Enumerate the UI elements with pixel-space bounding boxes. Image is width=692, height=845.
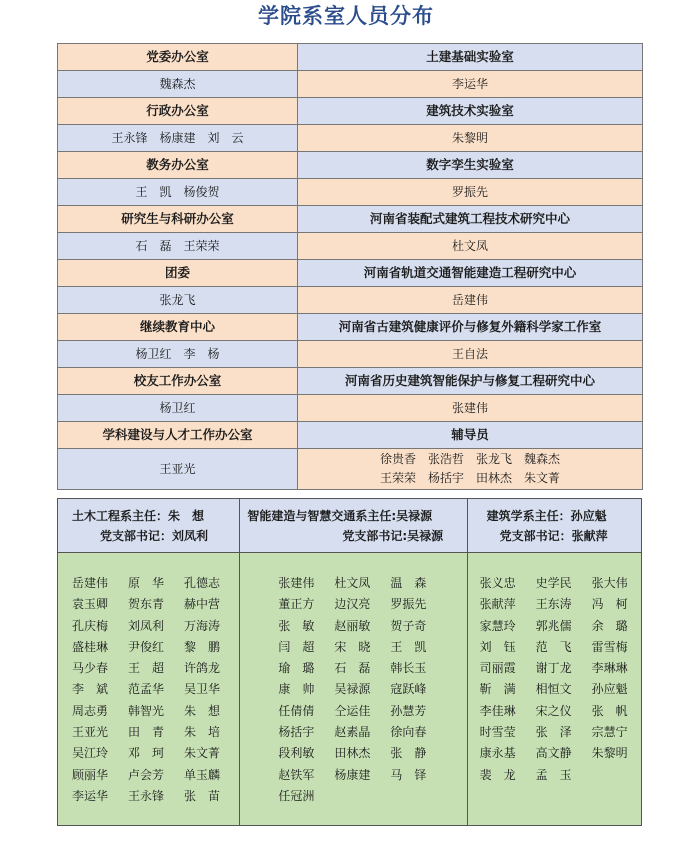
office-people: 张龙飞 xyxy=(58,287,298,314)
staff-row xyxy=(480,722,641,743)
staff-name: 万海涛 xyxy=(184,618,221,633)
office-people: 杨卫红 xyxy=(58,395,298,422)
staff-name: 刘 钰 xyxy=(479,639,516,654)
staff-name: 高文静 xyxy=(535,746,572,761)
staff-name: 石 磊 xyxy=(334,661,371,676)
staff-name: 田 青 xyxy=(128,725,165,740)
staff-name: 李 斌 xyxy=(72,682,109,697)
staff-name: 朱 想 xyxy=(184,703,221,718)
office-name: 继续教育中心 xyxy=(58,314,298,341)
lab-people: 杜文凤 xyxy=(298,233,643,260)
staff-name: 史学民 xyxy=(535,576,572,590)
lab-name: 数字孪生实验室 xyxy=(298,152,643,179)
staff-name: 范孟华 xyxy=(128,682,165,697)
office-name: 党委办公室 xyxy=(58,44,298,71)
staff-name: 周志勇 xyxy=(72,703,109,718)
staff-name: 郭兆儒 xyxy=(535,618,572,633)
staff-name: 雷雪梅 xyxy=(591,639,628,654)
staff-name: 宋 晓 xyxy=(334,639,371,654)
staff-name: 吴禄源 xyxy=(334,682,371,697)
staff-row xyxy=(278,637,466,658)
office-name: 学科建设与人才工作办公室 xyxy=(58,422,298,449)
staff-row xyxy=(72,616,239,637)
staff-name: 家慧玲 xyxy=(479,618,516,633)
party-secretary: 党支部书记:吴禄源 xyxy=(342,529,444,543)
office-header-row xyxy=(58,152,643,179)
smart-construction-column xyxy=(240,499,467,825)
staff-name: 闫 超 xyxy=(278,639,315,654)
staff-row xyxy=(480,701,641,722)
staff-name: 李琳琳 xyxy=(591,661,628,676)
office-header-row xyxy=(58,368,643,395)
staff-name: 孔庆梅 xyxy=(72,618,109,633)
staff-name: 张 帆 xyxy=(591,703,628,718)
staff-name: 温 森 xyxy=(390,576,427,590)
staff-name: 马 铎 xyxy=(390,767,427,782)
staff-name: 孙应魁 xyxy=(591,682,628,697)
staff-name: 吴卫华 xyxy=(184,682,221,697)
staff-name: 谢丁龙 xyxy=(535,661,572,676)
office-table xyxy=(57,43,643,490)
staff-row xyxy=(72,658,239,679)
staff-name: 董正方 xyxy=(278,597,315,612)
office-people: 王永锋 杨康建 刘 云 xyxy=(58,125,298,152)
staff-name: 黎 鹏 xyxy=(184,639,221,654)
staff-row xyxy=(480,765,641,786)
staff-name: 张建伟 xyxy=(278,576,315,590)
staff-name: 韩长玉 xyxy=(390,661,427,676)
office-header-row xyxy=(58,422,643,449)
staff-name: 康永基 xyxy=(479,746,516,761)
office-people: 杨卫红 李 杨 xyxy=(58,341,298,368)
office-people-row xyxy=(58,179,643,206)
civil-engineering-header xyxy=(58,499,239,553)
staff-row xyxy=(480,573,641,594)
staff-row xyxy=(480,743,641,764)
staff-row xyxy=(72,573,239,594)
staff-row xyxy=(72,637,239,658)
staff-name: 杨康建 xyxy=(334,767,371,782)
staff-name: 张大伟 xyxy=(591,576,628,590)
party-secretary: 党支部书记：张献萍 xyxy=(499,529,608,543)
office-name: 团委 xyxy=(58,260,298,287)
lab-people: 罗振先 xyxy=(298,179,643,206)
staff-name: 王 凯 xyxy=(390,639,427,654)
staff-name: 张献萍 xyxy=(479,597,516,612)
staff-row xyxy=(72,765,239,786)
architecture-staff-list xyxy=(468,553,641,825)
staff-name: 张 敏 xyxy=(278,618,315,633)
staff-name: 罗振先 xyxy=(390,597,427,612)
staff-row xyxy=(278,765,466,786)
department-head: 建筑学系主任：孙应魁 xyxy=(486,509,607,523)
staff-name: 宗慧宁 xyxy=(591,725,628,740)
staff-name: 仝运佳 xyxy=(334,703,371,718)
staff-row xyxy=(278,722,466,743)
office-people: 魏森杰 xyxy=(58,71,298,98)
staff-name: 杜文凤 xyxy=(334,576,371,590)
staff-name: 许鸽龙 xyxy=(184,661,221,676)
lab-people: 朱黎明 xyxy=(298,125,643,152)
office-people-row xyxy=(58,449,643,490)
office-name: 校友工作办公室 xyxy=(58,368,298,395)
lab-name: 建筑技术实验室 xyxy=(298,98,643,125)
civil-engineering-column xyxy=(58,499,240,825)
staff-row xyxy=(278,594,466,615)
staff-name: 朱文菁 xyxy=(184,746,221,761)
staff-name: 时雪莹 xyxy=(479,725,516,740)
office-header-row xyxy=(58,314,643,341)
staff-name: 王 超 xyxy=(128,661,165,676)
staff-name: 瑜 璐 xyxy=(278,661,315,676)
staff-name: 余 璐 xyxy=(591,618,628,633)
staff-name: 任冠洲 xyxy=(278,788,315,803)
lab-people: 张建伟 xyxy=(298,395,643,422)
staff-name: 段利敏 xyxy=(278,746,315,761)
office-people: 王 凯 杨俊贺 xyxy=(58,179,298,206)
staff-name: 康 帅 xyxy=(278,682,315,697)
department-staff-panel xyxy=(57,498,642,826)
staff-row xyxy=(278,701,466,722)
staff-name: 寇跃峰 xyxy=(390,682,427,697)
staff-name: 孟 玉 xyxy=(535,767,572,782)
staff-row xyxy=(72,594,239,615)
staff-row xyxy=(72,679,239,700)
staff-row xyxy=(278,786,466,807)
department-head: 土木工程系主任：朱 想 xyxy=(72,509,205,523)
architecture-column xyxy=(468,499,641,825)
staff-name: 靳 满 xyxy=(479,682,516,697)
staff-name: 岳建伟 xyxy=(72,576,109,590)
staff-name: 张 静 xyxy=(390,746,427,761)
staff-name: 司丽霞 xyxy=(479,661,516,676)
office-header-row xyxy=(58,98,643,125)
staff-row xyxy=(480,637,641,658)
staff-row xyxy=(72,701,239,722)
staff-row xyxy=(278,743,466,764)
staff-row xyxy=(72,722,239,743)
staff-name: 李佳琳 xyxy=(479,703,516,718)
staff-name: 卢会芳 xyxy=(128,767,165,782)
staff-name: 盛桂琳 xyxy=(72,639,109,654)
department-head: 智能建造与智慧交通系主任:吴禄源 xyxy=(247,509,433,523)
party-secretary: 党支部书记：刘凤利 xyxy=(100,529,209,543)
staff-name: 宋之仪 xyxy=(535,703,572,718)
staff-row xyxy=(278,573,466,594)
smart-construction-staff-list xyxy=(240,553,466,825)
staff-name: 贺东青 xyxy=(128,597,165,612)
staff-name: 朱黎明 xyxy=(591,746,628,761)
staff-name: 裴 龙 xyxy=(479,767,516,782)
office-name: 研究生与科研办公室 xyxy=(58,206,298,233)
staff-name: 吴江玲 xyxy=(72,746,109,761)
office-header-row xyxy=(58,44,643,71)
staff-name: 李运华 xyxy=(72,788,109,803)
staff-name: 张 泽 xyxy=(535,725,572,740)
staff-name: 赫中营 xyxy=(184,597,221,612)
staff-name: 田林杰 xyxy=(334,746,371,761)
staff-name: 孔德志 xyxy=(184,576,221,590)
staff-row xyxy=(480,616,641,637)
office-header-row xyxy=(58,206,643,233)
staff-name: 尹俊红 xyxy=(128,639,165,654)
staff-name: 杨括宇 xyxy=(278,725,315,740)
office-people-row xyxy=(58,125,643,152)
lab-name: 河南省历史建筑智能保护与修复工程研究中心 xyxy=(298,368,643,395)
staff-name: 王亚光 xyxy=(72,725,109,740)
staff-name: 韩智光 xyxy=(128,703,165,718)
staff-name: 王东涛 xyxy=(535,597,572,612)
staff-row xyxy=(480,594,641,615)
lab-people: 王自法 xyxy=(298,341,643,368)
smart-construction-header xyxy=(240,499,466,553)
staff-name: 孙慧芳 xyxy=(390,703,427,718)
staff-name: 赵素晶 xyxy=(334,725,371,740)
staff-row xyxy=(72,786,239,807)
staff-name: 边汉亮 xyxy=(334,597,371,612)
lab-name: 河南省轨道交通智能建造工程研究中心 xyxy=(298,260,643,287)
architecture-header xyxy=(468,499,641,553)
lab-name: 河南省古建筑健康评价与修复外籍科学家工作室 xyxy=(298,314,643,341)
lab-name: 河南省装配式建筑工程技术研究中心 xyxy=(298,206,643,233)
staff-row xyxy=(480,679,641,700)
lab-people: 李运华 xyxy=(298,71,643,98)
office-people-row xyxy=(58,233,643,260)
office-header-row xyxy=(58,260,643,287)
lab-people xyxy=(298,449,643,490)
staff-row xyxy=(480,658,641,679)
office-people-row xyxy=(58,71,643,98)
staff-name: 王永锋 xyxy=(128,788,165,803)
staff-name: 邓 珂 xyxy=(128,746,165,761)
staff-name: 原 华 xyxy=(128,576,165,590)
office-people: 王亚光 xyxy=(58,449,298,490)
staff-name: 赵铁军 xyxy=(278,767,315,782)
staff-name: 朱 培 xyxy=(184,725,221,740)
staff-name: 顾丽华 xyxy=(72,767,109,782)
office-name: 教务办公室 xyxy=(58,152,298,179)
staff-name: 袁玉卿 xyxy=(72,597,109,612)
staff-name: 范 飞 xyxy=(535,639,572,654)
staff-name: 冯 柯 xyxy=(591,597,628,612)
lab-name: 辅导员 xyxy=(298,422,643,449)
page-title: 学院系室人员分布 xyxy=(258,4,434,28)
office-people-row xyxy=(58,287,643,314)
staff-row xyxy=(72,743,239,764)
lab-people: 岳建伟 xyxy=(298,287,643,314)
counselor-line: 王荣荣 杨括宇 田林杰 朱文菁 xyxy=(379,471,560,485)
staff-name: 张 苗 xyxy=(184,788,221,803)
office-people: 石 磊 王荣荣 xyxy=(58,233,298,260)
staff-row xyxy=(278,679,466,700)
civil-engineering-staff-list xyxy=(58,553,239,825)
office-people-row xyxy=(58,341,643,368)
office-people-row xyxy=(58,395,643,422)
staff-name: 赵丽敏 xyxy=(334,618,371,633)
lab-name: 土建基础实验室 xyxy=(298,44,643,71)
staff-name: 单玉麟 xyxy=(184,767,221,782)
staff-name: 相恒文 xyxy=(535,682,572,697)
staff-name: 贺子奇 xyxy=(390,618,427,633)
staff-name: 刘凤利 xyxy=(128,618,165,633)
staff-name: 张义忠 xyxy=(479,576,516,590)
counselor-line: 徐贵香 张浩哲 张龙飞 魏森杰 xyxy=(379,452,560,466)
staff-name: 任倩倩 xyxy=(278,703,315,718)
staff-name: 徐向春 xyxy=(390,725,427,740)
staff-name: 马少春 xyxy=(72,661,109,676)
staff-row xyxy=(278,616,466,637)
office-name: 行政办公室 xyxy=(58,98,298,125)
staff-row xyxy=(278,658,466,679)
